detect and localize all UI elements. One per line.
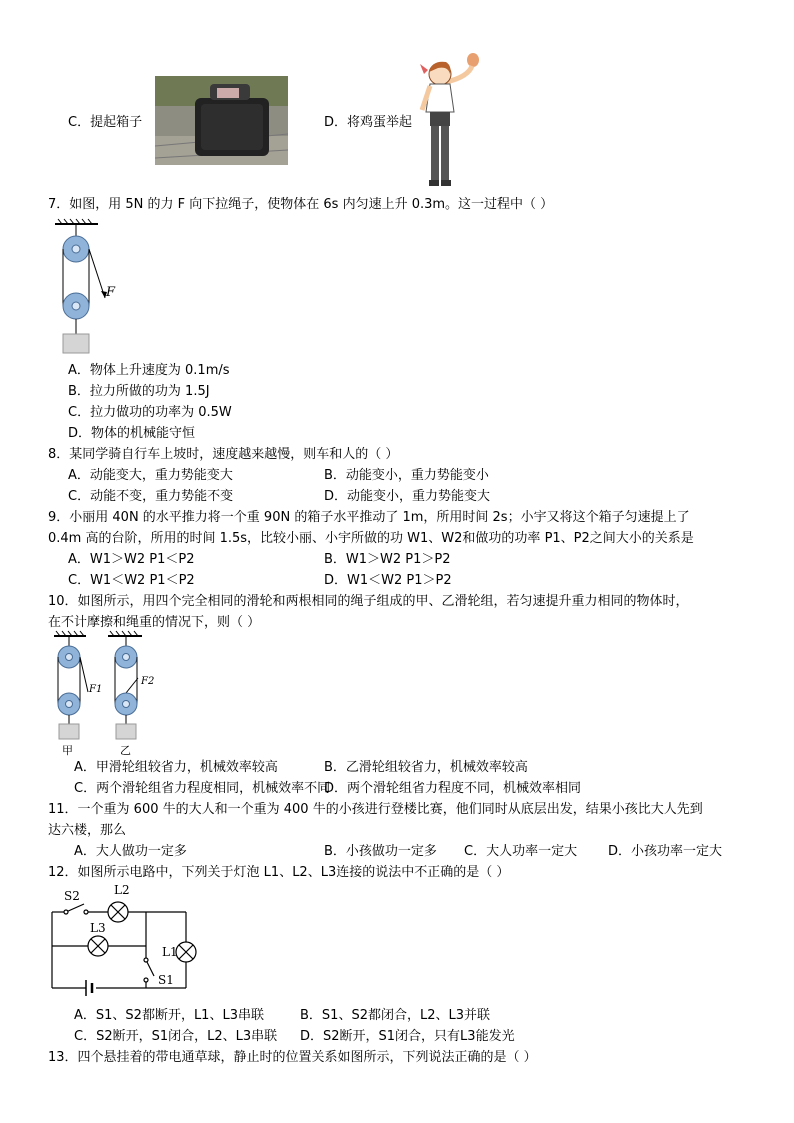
q7-stem: 7．如图，用 5N 的力 F 向下拉绳子，使物体在 6s 内匀速上升 0.3m。这一过程中（ ） — [48, 197, 554, 212]
q7-option-b: B．拉力所做的功为 1.5J — [68, 384, 210, 399]
q9-option-b: B．W1＞W2 P1＞P2 — [324, 552, 451, 567]
q13-stem: 13．四个悬挂着的带电通草球，静止时的位置关系如图所示，下列说法正确的是（ ） — [48, 1050, 537, 1065]
q12-option-d: D．S2断开，S1闭合，只有L3能发光 — [300, 1029, 515, 1044]
q12-lamp-l1-label: L1 — [162, 945, 178, 959]
q8-stem: 8．某同学骑自行车上坡时，速度越来越慢，则车和人的（ ） — [48, 447, 399, 462]
q11-option-d: D．小孩功率一定大 — [608, 844, 723, 859]
q12-switch-s2-label: S2 — [64, 889, 80, 903]
q12-option-a: A．S1、S2都断开，L1、L3串联 — [74, 1008, 264, 1023]
q12-option-b: B．S1、S2都闭合，L2、L3并联 — [300, 1008, 490, 1023]
q10-force-f2-label: F2 — [141, 676, 155, 687]
q11-option-b: B．小孩做功一定多 — [324, 844, 437, 859]
q8-option-a: A．动能变大，重力势能变大 — [68, 468, 233, 483]
q8-option-c: C．动能不变，重力势能不变 — [68, 489, 234, 504]
q8-option-d: D．动能变小，重力势能变大 — [324, 489, 491, 504]
q12-switch-s1-label: S1 — [158, 973, 174, 987]
girl-lifting-egg-figure — [418, 52, 484, 190]
q12-lamp-l3-label: L3 — [90, 921, 106, 935]
q9-stem-line1: 9．小丽用 40N 的水平推力将一个重 90N 的箱子水平推动了 1m，所用时间 2s；小宇又将这个箱子匀速提上了 — [48, 510, 690, 525]
q10-stem-line1: 10．如图所示，用四个完全相同的滑轮和两根相同的绳子组成的甲、乙滑轮组，若匀速提升重力相同的物体时， — [48, 594, 689, 609]
q11-stem-line1: 11．一个重为 600 牛的大人和一个重为 400 牛的小孩进行登楼比赛，他们同时从底层出发，结果小孩比大人先到 — [48, 802, 703, 817]
q9-stem-line2: 0.4m 高的台阶，所用的时间 1.5s，比较小丽、小宇所做的功 W1、W2和做功的功率 P1、P2之间大小的关系是 — [48, 531, 694, 546]
q11-option-c: C．大人功率一定大 — [464, 844, 578, 859]
q10-pulley-systems-diagram — [50, 630, 170, 758]
q10-label-jia: 甲 — [62, 744, 73, 757]
q11-option-a: A．大人做功一定多 — [74, 844, 187, 859]
q7-option-d: D．物体的机械能守恒 — [68, 426, 196, 441]
q9-option-d: D．W1＜W2 P1＞P2 — [324, 573, 452, 588]
q7-option-a: A．物体上升速度为 0.1m/s — [68, 363, 230, 378]
q6-option-d: D．将鸡蛋举起 — [324, 115, 413, 130]
q10-option-c: C．两个滑轮组省力程度相同，机械效率不同 — [74, 781, 331, 796]
q6-option-c: C．提起箱子 — [68, 115, 143, 130]
q7-pulley-diagram — [50, 218, 130, 356]
q10-option-a: A．甲滑轮组较省力，机械效率较高 — [74, 760, 278, 775]
q10-option-d: D．两个滑轮组省力程度不同，机械效率相同 — [324, 781, 582, 796]
q7-force-label: F — [106, 285, 116, 300]
q10-force-f1-label: F1 — [89, 684, 103, 695]
q9-option-a: A．W1＞W2 P1＜P2 — [68, 552, 195, 567]
q11-stem-line2: 达六楼，那么 — [48, 823, 127, 838]
q12-option-c: C．S2断开，S1闭合，L2、L3串联 — [74, 1029, 278, 1044]
q10-label-yi: 乙 — [120, 744, 131, 757]
suitcase-photo — [155, 76, 288, 165]
q12-circuit-diagram — [46, 880, 206, 1002]
q9-option-c: C．W1＜W2 P1＜P2 — [68, 573, 195, 588]
q10-option-b: B．乙滑轮组较省力，机械效率较高 — [324, 760, 528, 775]
q12-lamp-l2-label: L2 — [114, 883, 130, 897]
q7-option-c: C．拉力做功的功率为 0.5W — [68, 405, 232, 420]
q12-stem: 12．如图所示电路中，下列关于灯泡 L1、L2、L3连接的说法中不正确的是（ ） — [48, 865, 510, 880]
q8-option-b: B．动能变小，重力势能变小 — [324, 468, 489, 483]
q10-stem-line2: 在不计摩擦和绳重的情况下，则（ ） — [48, 615, 261, 630]
